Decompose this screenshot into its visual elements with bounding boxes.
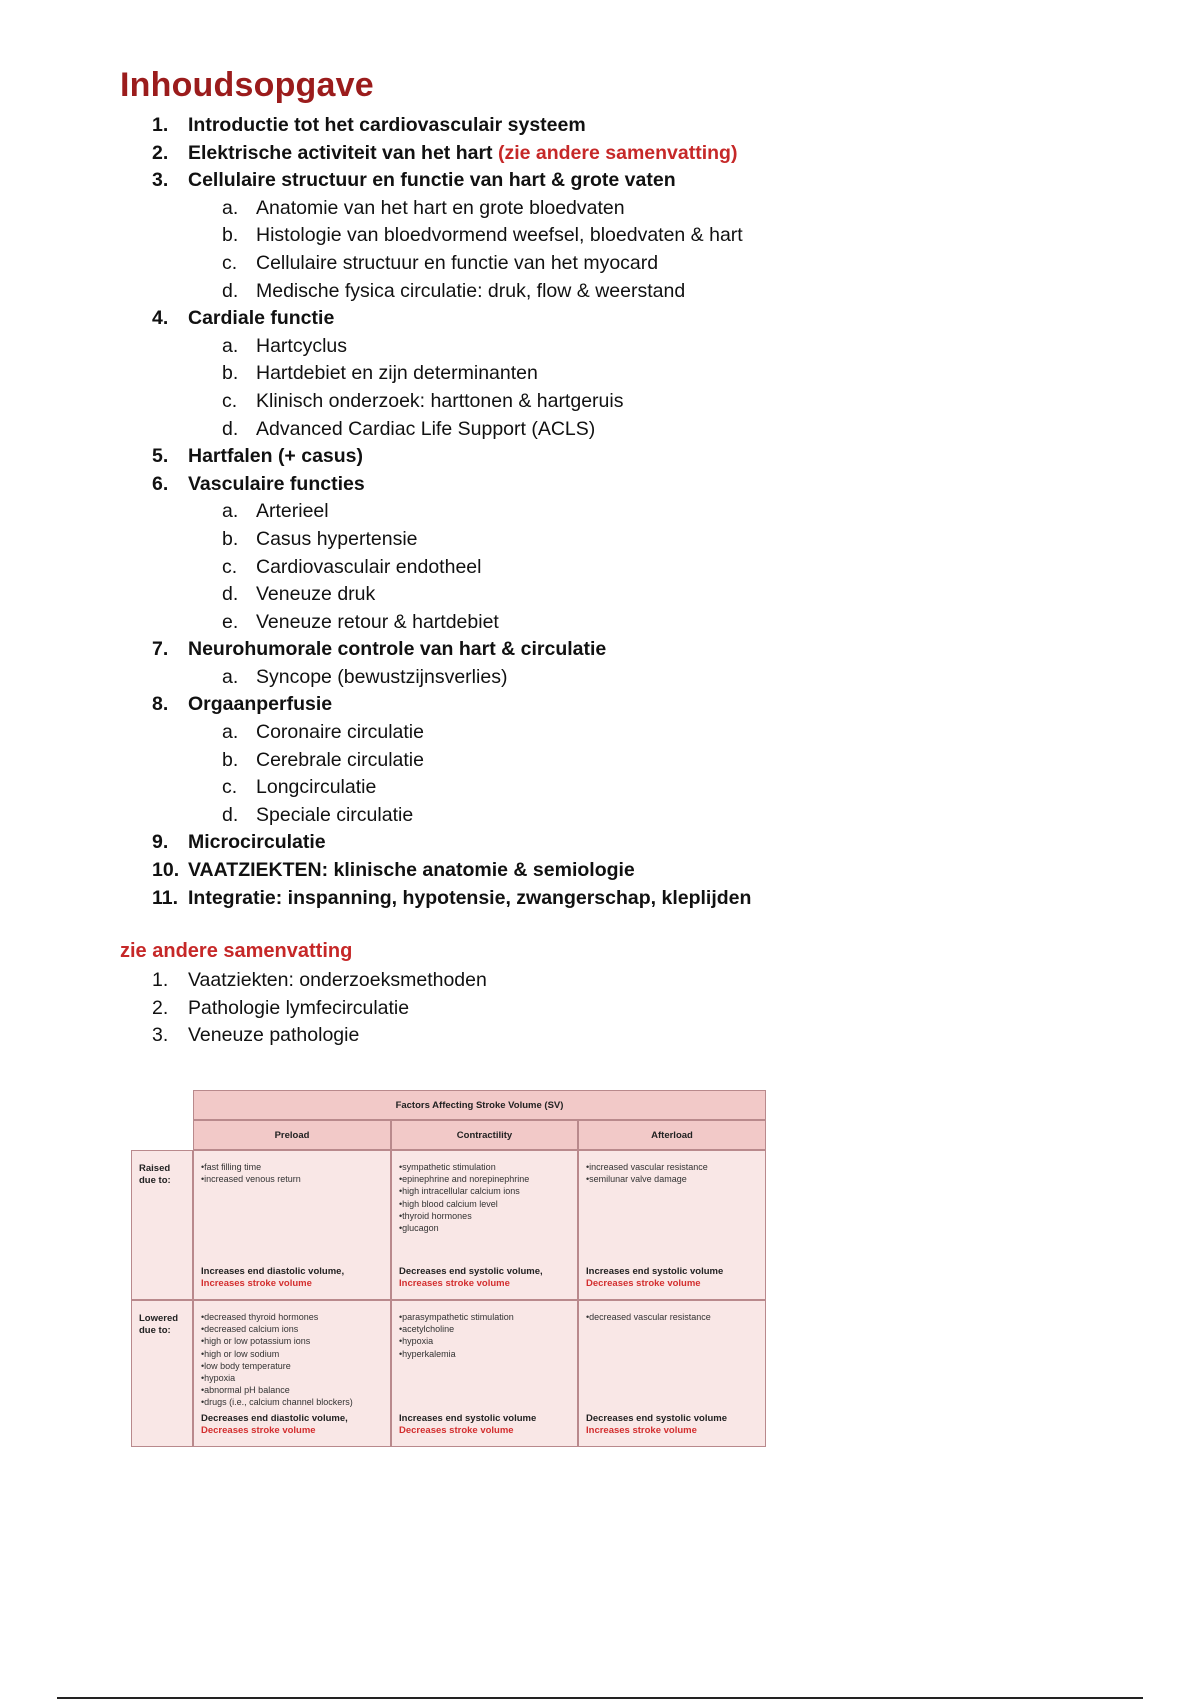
toc-item	[0, 112, 800, 140]
toc-item-text	[188, 691, 332, 719]
effect-summary	[586, 1413, 727, 1437]
table-cell	[193, 1300, 391, 1447]
toc-item-title: Cellulaire structuur en functie van hart & grote vaten	[188, 169, 676, 192]
toc-item	[0, 691, 800, 719]
factor-item: • high intracellular calcium ions	[399, 1185, 571, 1197]
toc-item	[0, 443, 800, 471]
factor-item: • hypoxia	[399, 1335, 571, 1347]
toc-item-number: 3.	[152, 169, 169, 192]
toc-item-title: Microcirculatie	[188, 831, 326, 854]
effect-volume: Decreases end systolic volume	[586, 1413, 727, 1424]
toc-item	[0, 636, 800, 664]
toc-subitem-letter: c.	[222, 776, 238, 799]
effect-summary	[586, 1266, 723, 1290]
factor-list	[399, 1311, 571, 1360]
toc-item-text	[188, 140, 737, 168]
toc-item	[0, 471, 800, 499]
toc-subitem	[0, 388, 800, 416]
toc-subitem-text: Syncope (bewustzijnsverlies)	[256, 665, 508, 688]
effect-stroke-volume: Increases stroke volume	[586, 1425, 697, 1436]
factor-list	[586, 1311, 759, 1323]
effect-stroke-volume: Decreases stroke volume	[586, 1278, 701, 1289]
factor-item: • acetylcholine	[399, 1323, 571, 1335]
factor-item: • increased venous return	[201, 1173, 384, 1185]
toc-subitem-letter: a.	[222, 665, 239, 688]
factor-item: • semilunar valve damage	[586, 1173, 759, 1185]
toc-subitem	[0, 333, 800, 361]
toc-subitem-letter: b.	[222, 748, 239, 771]
toc-item-title: VAATZIEKTEN: klinische anatomie & semiologie	[188, 859, 635, 882]
toc-subitem-letter: b.	[222, 527, 239, 550]
other-summary-title: zie andere samenvatting	[120, 940, 353, 962]
factor-item: • increased vascular resistance	[586, 1161, 759, 1173]
toc-item-text	[188, 471, 365, 499]
toc-item	[0, 140, 800, 168]
toc-subitem	[0, 774, 800, 802]
toc-subitem-text: Anatomie van het hart en grote bloedvaten	[256, 196, 625, 219]
factor-list	[586, 1161, 759, 1185]
toc-subitem	[0, 195, 800, 223]
factor-item: • drugs (i.e., calcium channel blockers)	[201, 1396, 384, 1408]
other-summary-list	[0, 967, 800, 1050]
toc-subitem-text: Klinisch onderzoek: harttonen & hartgeruis	[256, 389, 624, 412]
toc-item-number: 5.	[152, 445, 169, 468]
toc-item-number: 4.	[152, 307, 169, 330]
toc-subitem-letter: d.	[222, 417, 239, 440]
toc-item-title: Hartfalen (+ casus)	[188, 445, 364, 468]
toc-subitem-text: Hartcyclus	[256, 334, 348, 357]
toc-item-title: Introductie tot het cardiovasculair systeem	[188, 114, 586, 136]
factor-item: • sympathetic stimulation	[399, 1161, 571, 1173]
toc-subitem-text: Histologie van bloedvormend weefsel, bloedvaten & hart	[256, 224, 743, 247]
toc-subitem-letter: c.	[222, 251, 238, 274]
table-row-header: Raised due to:	[131, 1150, 193, 1300]
factor-item: • decreased vascular resistance	[586, 1311, 759, 1323]
other-summary-text: Veneuze pathologie	[188, 1024, 360, 1047]
toc-item-number: 1.	[152, 114, 169, 136]
toc-subitem-letter: c.	[222, 555, 238, 578]
factor-item: • hyperkalemia	[399, 1348, 571, 1360]
factor-item: • epinephrine and norepinephrine	[399, 1173, 571, 1185]
factor-item: • parasympathetic stimulation	[399, 1311, 571, 1323]
toc-subitem-text: Casus hypertensie	[256, 527, 418, 550]
factor-list	[201, 1311, 384, 1409]
stroke-volume-table	[131, 1090, 766, 1447]
toc-item-number: 2.	[152, 141, 169, 164]
toc-item	[0, 885, 800, 913]
effect-stroke-volume: Decreases stroke volume	[201, 1425, 316, 1436]
toc-subitem	[0, 747, 800, 775]
toc-item-text	[188, 636, 606, 664]
other-summary-item	[0, 967, 800, 995]
factor-item: • low body temperature	[201, 1360, 384, 1372]
toc-subitem-text: Cardiovasculair endotheel	[256, 555, 482, 578]
effect-volume: Increases end diastolic volume,	[201, 1266, 345, 1277]
toc-subitem-text: Veneuze retour & hartdebiet	[256, 610, 499, 633]
factor-item: • abnormal pH balance	[201, 1384, 384, 1396]
factor-item: • high blood calcium level	[399, 1198, 571, 1210]
table-column-header: Contractility	[391, 1120, 578, 1150]
toc-subitem	[0, 802, 800, 830]
toc-item-text	[188, 167, 676, 195]
toc-item-title: Vasculaire functies	[188, 472, 365, 495]
other-summary-number: 1.	[152, 969, 169, 991]
toc-subitem-text: Medische fysica circulatie: druk, flow & weerstand	[256, 279, 686, 302]
toc-item-number: 7.	[152, 638, 169, 661]
toc-item-number: 9.	[152, 831, 169, 854]
toc-item-text	[188, 112, 586, 140]
factor-item: • hypoxia	[201, 1372, 384, 1384]
toc-item-number: 10.	[152, 859, 180, 882]
effect-volume: Decreases end systolic volume,	[399, 1266, 543, 1277]
toc-item-note: (zie andere samenvatting)	[497, 141, 738, 164]
table-column-header: Afterload	[578, 1120, 766, 1150]
toc-subitem-letter: b.	[222, 224, 239, 247]
table-cell	[578, 1300, 766, 1447]
toc-subitem	[0, 526, 800, 554]
page-bottom-rule	[57, 1697, 1143, 1699]
other-summary-number: 2.	[152, 996, 169, 1019]
effect-summary	[201, 1266, 344, 1290]
effect-volume: Decreases end diastolic volume,	[201, 1413, 348, 1424]
table-cell	[193, 1150, 391, 1300]
toc-subitem-text: Advanced Cardiac Life Support (ACLS)	[256, 417, 596, 440]
toc-item	[0, 305, 800, 333]
toc-subitem	[0, 498, 800, 526]
toc-subitem-text: Arterieel	[256, 500, 329, 523]
toc-subitem-letter: d.	[222, 803, 239, 826]
effect-stroke-volume: Increases stroke volume	[201, 1278, 312, 1289]
toc-subitem-letter: a.	[222, 721, 239, 744]
toc-subitem-letter: a.	[222, 196, 239, 219]
toc-subitem	[0, 416, 800, 444]
toc-subitem	[0, 278, 800, 306]
toc-subitem-text: Veneuze druk	[256, 583, 376, 606]
toc-subitem-text: Coronaire circulatie	[256, 721, 424, 744]
toc-subitem	[0, 719, 800, 747]
factor-item: • high or low sodium	[201, 1348, 384, 1360]
table-cell	[391, 1150, 578, 1300]
toc-item-number: 6.	[152, 472, 169, 495]
factor-item: • decreased calcium ions	[201, 1323, 384, 1335]
toc-item-number: 11.	[152, 886, 179, 909]
toc-subitem-letter: d.	[222, 583, 239, 606]
effect-stroke-volume: Increases stroke volume	[399, 1278, 510, 1289]
toc-item-text	[188, 443, 363, 471]
toc-subitem	[0, 360, 800, 388]
factor-item: • high or low potassium ions	[201, 1335, 384, 1347]
toc-item-title: Elektrische activiteit van het hart	[188, 141, 493, 164]
toc-item-title: Cardiale functie	[188, 307, 335, 330]
factor-item: • fast filling time	[201, 1161, 384, 1173]
toc-item	[0, 167, 800, 195]
toc-item-title: Orgaanperfusie	[188, 693, 333, 716]
toc-subitem-text: Cellulaire structuur en functie van het myocard	[256, 251, 659, 274]
other-summary-text: Pathologie lymfecirculatie	[188, 996, 410, 1019]
toc-subitem-text: Cerebrale circulatie	[256, 748, 424, 771]
toc-item	[0, 829, 800, 857]
toc-subitem	[0, 222, 800, 250]
table-row-header: Lowered due to:	[131, 1300, 193, 1447]
other-summary-item	[0, 995, 800, 1023]
table-cell	[391, 1300, 578, 1447]
toc-list	[0, 112, 800, 912]
toc-subitem-letter: a.	[222, 334, 239, 357]
toc-item-title: Neurohumorale controle van hart & circulatie	[188, 638, 607, 661]
toc-subitem-text: Speciale circulatie	[256, 803, 414, 826]
toc-subitem-letter: e.	[222, 610, 239, 633]
toc-subitem-letter: c.	[222, 389, 238, 412]
table-column-header: Preload	[193, 1120, 391, 1150]
toc-subitem	[0, 554, 800, 582]
effect-summary	[399, 1413, 536, 1437]
factor-list	[201, 1161, 384, 1185]
effect-volume: Increases end systolic volume	[586, 1266, 724, 1277]
toc-subitem-text: Hartdebiet en zijn determinanten	[256, 362, 538, 385]
toc-subitem	[0, 581, 800, 609]
toc-subitem	[0, 609, 800, 637]
toc-item-text	[188, 305, 334, 333]
toc-item-text	[188, 829, 326, 857]
toc-subitem	[0, 250, 800, 278]
toc-item-text	[188, 857, 635, 885]
factor-item: • glucagon	[399, 1222, 571, 1234]
factor-item: • decreased thyroid hormones	[201, 1311, 384, 1323]
other-summary-text: Vaatziekten: onderzoeksmethoden	[188, 969, 487, 991]
factor-item: • thyroid hormones	[399, 1210, 571, 1222]
table-cell	[578, 1150, 766, 1300]
other-summary-item	[0, 1022, 800, 1050]
effect-volume: Increases end systolic volume	[399, 1413, 537, 1424]
factor-list	[399, 1161, 571, 1234]
toc-subitem-letter: b.	[222, 362, 239, 385]
toc-item	[0, 857, 800, 885]
toc-item-number: 8.	[152, 693, 169, 716]
toc-subitem-text: Longcirculatie	[256, 776, 377, 799]
toc-title: Inhoudsopgave	[120, 66, 374, 104]
toc-subitem	[0, 664, 800, 692]
toc-subitem-letter: d.	[222, 279, 239, 302]
effect-summary	[201, 1413, 348, 1437]
effect-summary	[399, 1266, 543, 1290]
toc-item-text	[188, 885, 751, 913]
other-summary-number: 3.	[152, 1024, 169, 1047]
effect-stroke-volume: Decreases stroke volume	[399, 1425, 514, 1436]
table-title: Factors Affecting Stroke Volume (SV)	[193, 1090, 766, 1120]
toc-subitem-letter: a.	[222, 500, 239, 523]
toc-item-title: Integratie: inspanning, hypotensie, zwangerschap, kleplijden	[188, 886, 752, 909]
